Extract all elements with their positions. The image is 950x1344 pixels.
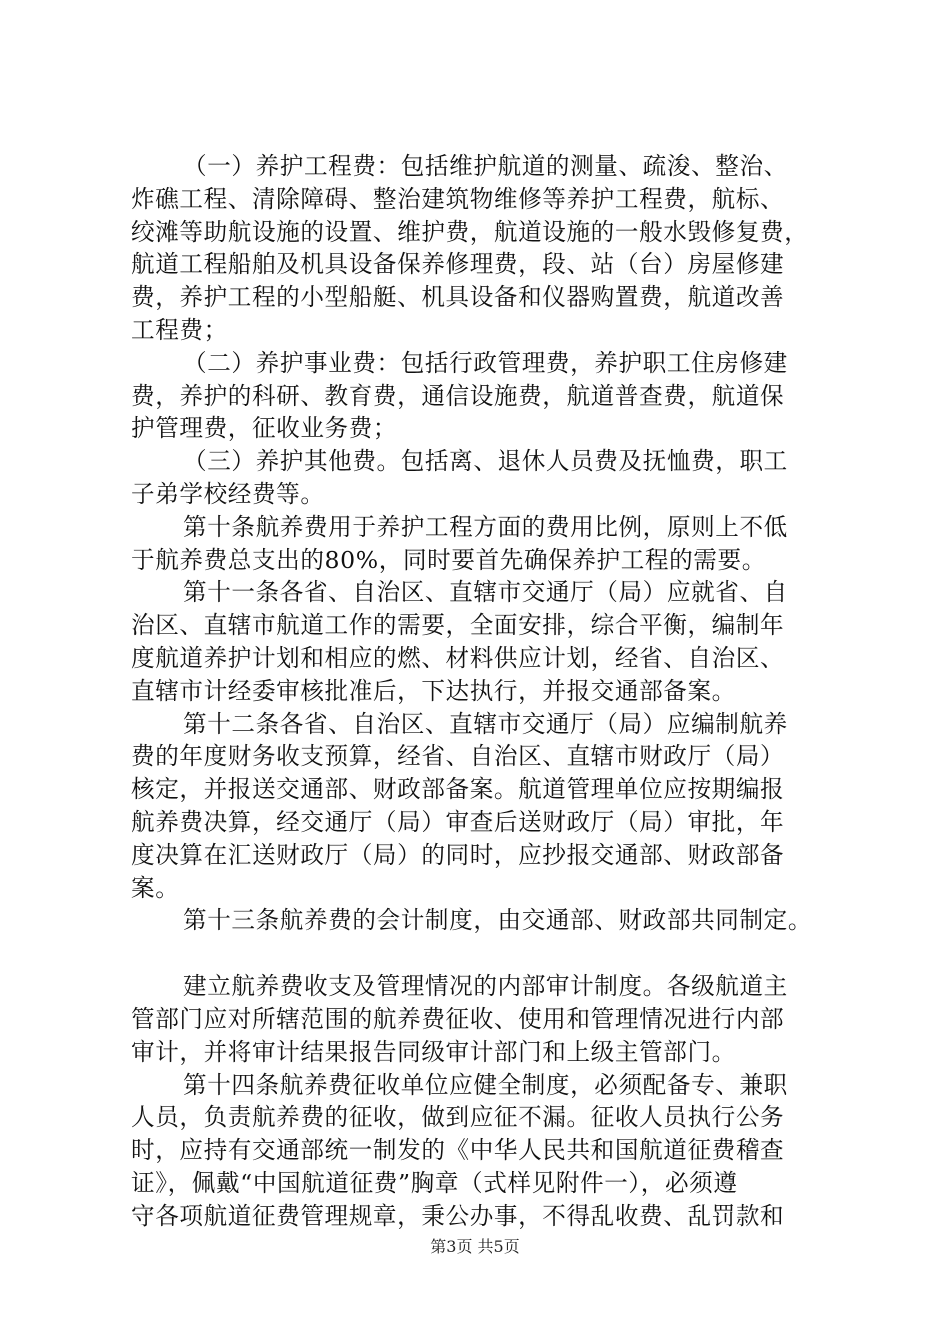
text-line: 第十四条航养费征收单位应健全制度，必须配备专、兼职 [183,1070,788,1099]
page-footer: 第3页 共5页 [430,1237,520,1256]
text-line: （二）养护事业费：包括行政管理费，养护职工住房修建 [183,348,788,377]
text-line: 第十一条各省、自治区、直辖市交通厅（局）应就省、自 [183,578,788,607]
text-line: 炸礁工程、清除障碍、整治建筑物维修等养护工程费，航标、 [131,184,785,213]
text-line: 第十二条各省、自治区、直辖市交通厅（局）应编制航养 [183,709,788,738]
text-line: 人员，负责航养费的征收，做到应征不漏。征收人员执行公务 [131,1103,785,1132]
text-line: 核定，并报送交通部、财政部备案。航道管理单位应按期编报 [131,775,785,804]
text-line: （三）养护其他费。包括离、退休人员费及抚恤费，职工 [183,447,788,476]
text-line: 度决算在汇送财政厅（局）的同时，应抄报交通部、财政部备 [131,840,785,869]
document-body [131,150,861,1233]
text-line: 费，养护的科研、教育费，通信设施费，航道普查费，航道保 [131,381,785,410]
text-line: 直辖市计经委审核批准后，下达执行，并报交通部备案。 [131,676,736,705]
text-line: 证》，佩戴“中国航道征费”胸章（式样见附件一），必须遵 [131,1168,738,1197]
text-line: 管部门应对所辖范围的航养费征收、使用和管理情况进行内部 [131,1004,785,1033]
paragraph-gap [131,937,861,970]
text-line: 度航道养护计划和相应的燃、材料供应计划，经省、自治区、 [131,643,785,672]
text-line: 案。 [131,873,180,902]
text-line: 航养费决算，经交通厅（局）审查后送财政厅（局）审批，年 [131,807,785,836]
text-line: 绞滩等助航设施的设置、维护费，航道设施的一般水毁修复费， [131,217,809,246]
text-line: 建立航养费收支及管理情况的内部审计制度。各级航道主 [183,972,788,1001]
text-line: 时，应持有交通部统一制发的《中华人民共和国航道征费稽查 [131,1136,785,1165]
text-line: 航道工程船舶及机具设备保养修理费，段、站（台）房屋修建 [131,250,785,279]
text-line: 第十条航养费用于养护工程方面的费用比例，原则上不低 [183,512,788,541]
text-line: 守各项航道征费管理规章，秉公办事，不得乱收费、乱罚款和 [131,1201,785,1230]
text-line: （一）养护工程费：包括维护航道的测量、疏浚、整治、 [183,152,788,180]
text-line: 护管理费，征收业务费； [131,414,398,443]
text-line: 治区、直辖市航道工作的需要，全面安排，综合平衡，编制年 [131,611,785,640]
text-line: 费，养护工程的小型船艇、机具设备和仪器购置费，航道改善 [131,283,785,312]
text-line: 于航养费总支出的80%，同时要首先确保养护工程的需要。 [131,545,766,574]
text-line: 工程费； [131,315,228,344]
text-line: 费的年度财务收支预算，经省、自治区、直辖市财政厅（局） [131,742,785,771]
text-line: 第十三条航养费的会计制度，由交通部、财政部共同制定。 [183,906,813,935]
text-line: 审计，并将审计结果报告同级审计部门和上级主管部门。 [131,1037,736,1066]
text-line: 子弟学校经费等。 [131,479,325,508]
